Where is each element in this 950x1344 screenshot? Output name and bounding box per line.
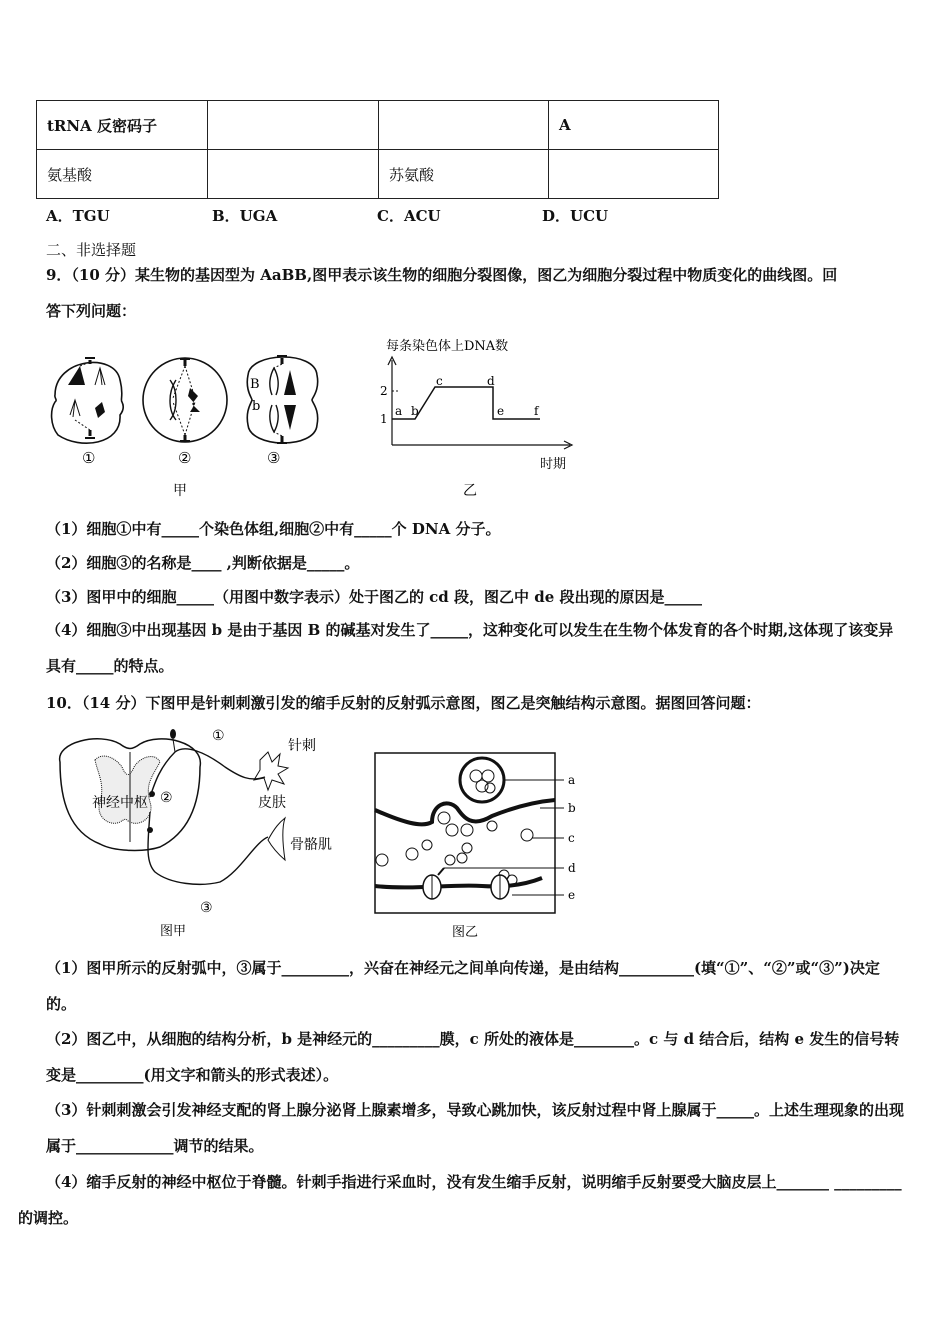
- q9-figure-yi: [370, 335, 580, 505]
- q9-sub3: （3）图甲中的细胞_____（用图中数字表示）处于图乙的 cd 段，图乙中 de 段出现的原因是_____: [46, 588, 702, 606]
- label-1: ①: [212, 728, 225, 744]
- q9-sub4: （4）细胞③中出现基因 b 是由于基因 B 的碱基对发生了_____，这种变化可以发生在生物个体发育的各个时期,这体现了该变异具有_____的特点。: [46, 621, 894, 675]
- q10-sub4: （4）缩手反射的神经中枢位于脊髓。针刺手指进行采血时，没有发生缩手反射，说明缩手反射要受大脑皮层上_______ _________的调控。: [18, 1173, 902, 1227]
- q10-sub3: （3）针刺刺激会引发神经支配的肾上腺分泌肾上腺素增多，导致心跳加快，该反射过程中肾上腺属于_____。上述生理现象的出现属于_____________调节的结果。: [46, 1101, 904, 1155]
- codon-table: [36, 100, 719, 199]
- figure-caption-q10-jia: 图甲: [160, 924, 187, 939]
- presynaptic-membrane: [375, 800, 555, 824]
- table-cell: 苏氨酸: [379, 150, 549, 199]
- q10-sub2: （2）图乙中，从细胞的结构分析，b 是神经元的_________膜，c 所处的液体是________。c 与 d 结合后，结构 e 发生的信号转变是_________(用文字和箭头的形式表述）。: [46, 1030, 900, 1084]
- point-label-d: d: [487, 374, 495, 388]
- table-cell: [208, 101, 379, 150]
- table-cell: [379, 101, 549, 150]
- option-d: D．UCU: [542, 207, 609, 225]
- option-c: C．ACU: [377, 207, 441, 225]
- synapse-label-d: d: [568, 861, 576, 875]
- needle-star-icon: [254, 752, 288, 790]
- q10-figure-jia: [40, 722, 350, 942]
- table-cell: [549, 150, 719, 199]
- label-skin: 皮肤: [258, 795, 286, 811]
- option-b: B．UGA: [212, 207, 278, 225]
- cell-label-3: ③: [267, 449, 281, 467]
- q9-figure-jia: [40, 340, 340, 505]
- cell-1: [52, 358, 124, 443]
- q9-sub1: （1）细胞①中有_____个染色体组,细胞②中有_____个 DNA 分子。: [46, 520, 501, 538]
- table-row: [37, 150, 719, 199]
- table-cell: 氨基酸: [37, 150, 208, 199]
- table-row: [37, 101, 719, 150]
- synapse-label-b: b: [568, 801, 576, 815]
- synapse-label-c: c: [568, 831, 575, 845]
- figure-caption-yi: 乙: [463, 483, 477, 499]
- figure-caption-jia: 甲: [173, 483, 187, 499]
- label-needle: 针刺: [288, 738, 316, 754]
- cell-label-1: ①: [82, 449, 96, 467]
- table-cell: [208, 150, 379, 199]
- point-label-b: b: [411, 404, 419, 418]
- synapse-label-a: a: [568, 773, 576, 787]
- table-cell: A: [549, 101, 719, 150]
- cell-label-2: ②: [178, 449, 192, 467]
- point-label-a: a: [395, 404, 403, 418]
- tick-label-2: 2: [380, 384, 388, 398]
- table-cell: tRNA 反密码子: [37, 101, 208, 150]
- tick-label-1: 1: [380, 412, 388, 426]
- q9-sub2: （2）细胞③的名称是____ ,判断依据是_____。: [46, 554, 360, 572]
- figure-caption-q10-yi: 图乙: [452, 925, 479, 940]
- section-title: 二、非选择题: [46, 241, 137, 259]
- muscle-icon: [268, 818, 285, 860]
- q10-figure-yi: [372, 750, 592, 942]
- q9-stem-line1: 9．（10 分）某生物的基因型为 AaBB,图甲表示该生物的细胞分裂图像，图乙为细胞分裂过程中物质变化的曲线图。回: [46, 266, 838, 284]
- efferent-nerve: [148, 812, 268, 884]
- cell-2: [143, 358, 227, 442]
- synapse-label-e: e: [568, 888, 576, 902]
- gene-label-B: B: [250, 377, 260, 392]
- label-center: 神经中枢: [92, 795, 148, 811]
- q10-sub1: （1）图甲所示的反射弧中，③属于_________，兴奋在神经元之间单向传递，是由结构__________(填“①”、“②”或“③”)决定的。: [46, 959, 880, 1013]
- axis-label-y: 每条染色体上DNA数: [386, 339, 509, 354]
- point-label-c: c: [436, 374, 443, 388]
- q9-stem-line2: 答下列问题：: [46, 302, 137, 320]
- option-a: A．TGU: [46, 207, 110, 225]
- q10-stem: 10．（14 分）下图甲是针刺刺激引发的缩手反射的反射弧示意图，图乙是突触结构示意图。据图回答问题：: [46, 694, 761, 712]
- label-muscle: 骨骼肌: [290, 837, 332, 853]
- point-label-e: e: [497, 404, 505, 418]
- axis-label-x: 时期: [540, 457, 567, 472]
- gene-label-b: b: [252, 399, 261, 414]
- label-3: ③: [200, 900, 213, 916]
- label-2: ②: [160, 790, 173, 806]
- point-label-f: f: [534, 404, 539, 418]
